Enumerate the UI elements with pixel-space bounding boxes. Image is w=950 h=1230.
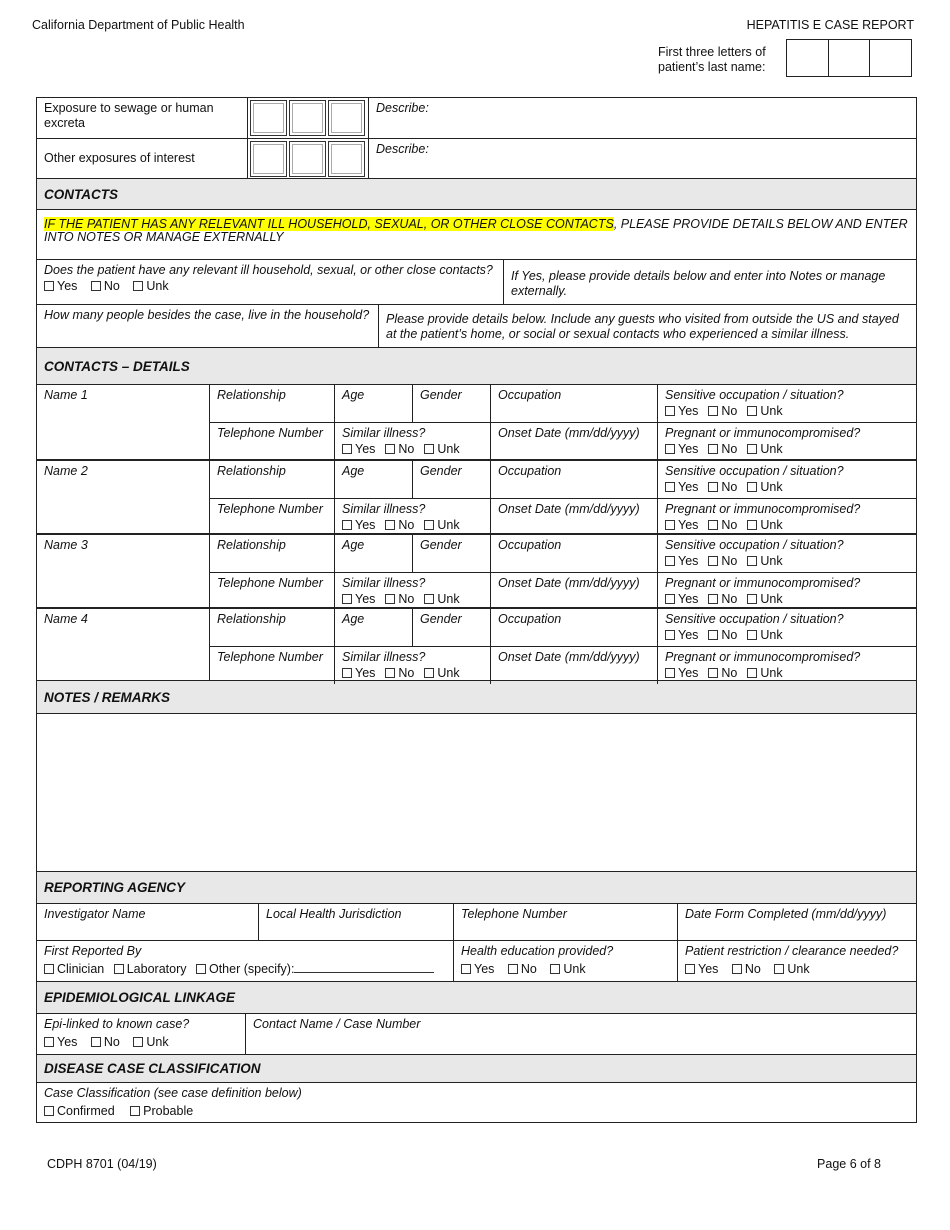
pregnant-field: Pregnant or immunocompromised? Yes No Unk — [665, 502, 861, 532]
option-yes[interactable]: Yes — [44, 1035, 77, 1049]
page-number: Page 6 of 8 — [817, 1157, 881, 1171]
sensitive-occupation-field: Sensitive occupation / situation? Yes No Unk — [665, 538, 844, 568]
option-yes[interactable]: Yes — [342, 666, 375, 680]
checkbox-icon — [385, 594, 395, 604]
checkbox-icon — [708, 668, 718, 678]
age-field[interactable]: Age — [335, 609, 413, 646]
exposure-box-1[interactable] — [250, 100, 287, 136]
sensitive-occupation-field: Sensitive occupation / situation? Yes No Unk — [665, 464, 844, 494]
if-yes-note: If Yes, please provide details below and enter into Notes or manage externally. — [511, 269, 886, 298]
option-no[interactable]: No — [708, 628, 737, 642]
checkbox-icon — [342, 444, 352, 454]
checkbox-icon — [708, 630, 718, 640]
classification-row — [37, 1083, 916, 1122]
first-reported-label: First Reported By — [44, 944, 142, 958]
checkbox-icon — [708, 406, 718, 416]
initial-box-1[interactable] — [787, 40, 829, 76]
option-confirmed[interactable]: Confirmed — [44, 1104, 115, 1118]
option-no[interactable]: No — [708, 518, 737, 532]
checkbox-icon — [665, 594, 675, 604]
option-unk[interactable]: Unk — [424, 442, 459, 456]
similar-illness-field: Similar illness? Yes No Unk — [335, 647, 491, 684]
gender-field[interactable]: Gender — [413, 609, 491, 646]
option-no[interactable]: No — [385, 442, 414, 456]
option-no[interactable]: No — [385, 592, 414, 606]
option-yes[interactable]: Yes — [342, 442, 375, 456]
occupation-field[interactable]: Occupation — [491, 461, 658, 498]
section-reporting-agency: REPORTING AGENCY — [37, 872, 916, 904]
occupation-field[interactable]: Occupation — [491, 609, 658, 646]
exposure-row-sewage — [37, 98, 916, 139]
option-unk[interactable]: Unk — [774, 962, 809, 976]
checkbox-icon — [44, 1106, 54, 1116]
reporting-row-1 — [37, 904, 916, 941]
checkbox-icon — [130, 1106, 140, 1116]
case-report-form — [36, 97, 917, 1123]
telephone-field[interactable]: Telephone Number — [210, 647, 335, 684]
onset-date-field[interactable]: Onset Date (mm/dd/yyyy) — [491, 573, 658, 610]
initials-label: First three letters of patient’s last name: — [658, 45, 766, 74]
telephone-field[interactable]: Telephone Number — [454, 904, 678, 940]
checkbox-icon — [685, 964, 695, 974]
question-household[interactable]: How many people besides the case, live in the household? — [37, 305, 379, 347]
checkbox-icon — [133, 1037, 143, 1047]
contact-block — [37, 609, 916, 681]
checkbox-icon — [424, 594, 434, 604]
option-no[interactable]: No — [385, 666, 414, 680]
option-no[interactable]: No — [708, 480, 737, 494]
sensitive-occupation-field: Sensitive occupation / situation? Yes No Unk — [665, 612, 844, 642]
checkbox-icon — [342, 594, 352, 604]
checkbox-icon — [747, 594, 757, 604]
pregnant-field: Pregnant or immunocompromised? Yes No Unk — [665, 650, 861, 680]
option-other[interactable]: Other (specify): — [196, 962, 294, 976]
health-education-label: Health education provided? — [461, 944, 614, 958]
contacts-question-row — [37, 260, 916, 305]
option-unk[interactable]: Unk — [133, 279, 168, 293]
telephone-field[interactable]: Telephone Number — [210, 423, 335, 460]
option-unk[interactable]: Unk — [747, 628, 782, 642]
option-unk[interactable]: Unk — [747, 404, 782, 418]
investigator-name-field[interactable]: Investigator Name — [37, 904, 259, 940]
occupation-field[interactable]: Occupation — [491, 535, 658, 572]
relationship-field[interactable]: Relationship — [210, 609, 335, 646]
section-contacts-details: CONTACTS – DETAILS — [37, 348, 916, 385]
exposure-checkboxes[interactable] — [248, 98, 369, 138]
exposure-checkboxes[interactable] — [248, 139, 369, 178]
telephone-field[interactable]: Telephone Number — [210, 573, 335, 610]
option-no[interactable]: No — [708, 666, 737, 680]
checkbox-icon — [461, 964, 471, 974]
exposure-describe-field[interactable]: Describe: — [376, 142, 429, 156]
age-field[interactable]: Age — [335, 385, 413, 422]
checkbox-icon — [774, 964, 784, 974]
epi-row — [37, 1014, 916, 1055]
option-no[interactable]: No — [385, 518, 414, 532]
option-unk[interactable]: Unk — [133, 1035, 168, 1049]
contacts-instruction — [37, 210, 916, 260]
option-yes[interactable]: Yes — [342, 592, 375, 606]
initial-box-2[interactable] — [829, 40, 871, 76]
checkbox-icon — [732, 964, 742, 974]
exposure-box-1[interactable] — [250, 141, 287, 177]
epi-linked-label: Epi-linked to known case? — [44, 1017, 190, 1031]
checkbox-icon — [747, 444, 757, 454]
option-yes[interactable]: Yes — [461, 962, 494, 976]
checkbox-icon — [424, 520, 434, 530]
restriction-label: Patient restriction / clearance needed? — [685, 944, 899, 958]
onset-date-field[interactable]: Onset Date (mm/dd/yyyy) — [491, 499, 658, 536]
similar-illness-field: Similar illness? Yes No Unk — [335, 573, 491, 610]
option-no[interactable]: No — [91, 279, 120, 293]
option-yes[interactable]: Yes — [665, 480, 698, 494]
contact-block — [37, 535, 916, 609]
checkbox-icon — [385, 520, 395, 530]
option-yes[interactable]: Yes — [665, 554, 698, 568]
checkbox-icon — [196, 964, 206, 974]
checkbox-icon — [133, 281, 143, 291]
checkbox-icon — [665, 668, 675, 678]
section-case-classification: DISEASE CASE CLASSIFICATION — [37, 1055, 916, 1083]
agency-name: California Department of Public Health — [32, 18, 245, 32]
jurisdiction-field[interactable]: Local Health Jurisdiction — [259, 904, 454, 940]
checkbox-icon — [385, 444, 395, 454]
contact-name-field[interactable]: Contact Name / Case Number — [253, 1017, 421, 1031]
other-specify-line[interactable] — [294, 962, 434, 973]
report-title: HEPATITIS E CASE REPORT — [746, 18, 914, 32]
option-no[interactable]: No — [508, 962, 537, 976]
checkbox-icon — [91, 281, 101, 291]
option-unk[interactable]: Unk — [747, 592, 782, 606]
checkbox-icon — [508, 964, 518, 974]
option-no[interactable]: No — [732, 962, 761, 976]
checkbox-icon — [747, 482, 757, 492]
contact-name-field[interactable]: Name 2 — [37, 461, 210, 533]
onset-date-field[interactable]: Onset Date (mm/dd/yyyy) — [491, 647, 658, 684]
initial-box-3[interactable] — [870, 40, 911, 76]
option-yes[interactable]: Yes — [665, 592, 698, 606]
checkbox-icon — [708, 444, 718, 454]
option-yes[interactable]: Yes — [665, 666, 698, 680]
exposure-box-2[interactable] — [289, 141, 326, 177]
age-field[interactable]: Age — [335, 461, 413, 498]
checkbox-icon — [114, 964, 124, 974]
checkbox-icon — [424, 444, 434, 454]
details-note: Please provide details below. Include any guests who visited from outside the US and stayed at the patient’s home, or social or sexual contacts who experienced a similar illness. — [386, 312, 899, 341]
contact-block — [37, 385, 916, 461]
section-notes: NOTES / REMARKS — [37, 681, 916, 714]
exposure-describe-field[interactable]: Describe: — [376, 101, 429, 115]
option-unk[interactable]: Unk — [747, 666, 782, 680]
pregnant-field: Pregnant or immunocompromised? Yes No Unk — [665, 426, 861, 456]
checkbox-icon — [747, 520, 757, 530]
checkbox-icon — [665, 406, 675, 416]
exposure-box-3[interactable] — [328, 141, 365, 177]
option-unk[interactable]: Unk — [424, 666, 459, 680]
contact-block — [37, 461, 916, 535]
instruction-rest: , PLEASE PROVIDE DETAILS BELOW AND ENTER INTO NOTES OR MANAGE EXTERNALLY — [44, 217, 908, 244]
contact-name-field[interactable]: Name 3 — [37, 535, 210, 607]
option-unk[interactable]: Unk — [424, 592, 459, 606]
option-yes[interactable]: Yes — [342, 518, 375, 532]
classification-label: Case Classification (see case definition below) — [44, 1086, 302, 1100]
telephone-field[interactable]: Telephone Number — [210, 499, 335, 536]
checkbox-icon — [747, 556, 757, 566]
contact-name-field[interactable]: Name 1 — [37, 385, 210, 459]
checkbox-icon — [342, 520, 352, 530]
option-yes[interactable]: Yes — [685, 962, 718, 976]
checkbox-icon — [708, 520, 718, 530]
checkbox-icon — [91, 1037, 101, 1047]
checkbox-icon — [665, 630, 675, 640]
option-yes[interactable]: Yes — [665, 404, 698, 418]
checkbox-icon — [665, 520, 675, 530]
checkbox-icon — [708, 594, 718, 604]
exposure-box-2[interactable] — [289, 100, 326, 136]
option-no[interactable]: No — [708, 404, 737, 418]
instruction-highlight: IF THE PATIENT HAS ANY RELEVANT ILL HOUSEHOLD, SEXUAL, OR OTHER CLOSE CONTACTS — [44, 217, 614, 231]
checkbox-icon — [665, 444, 675, 454]
form-id: CDPH 8701 (04/19) — [47, 1157, 157, 1171]
checkbox-icon — [747, 668, 757, 678]
gender-field[interactable]: Gender — [413, 535, 491, 572]
question-ill-contacts: Does the patient have any relevant ill household, sexual, or other close contacts? — [44, 263, 493, 277]
checkbox-icon — [747, 406, 757, 416]
option-no[interactable]: No — [708, 442, 737, 456]
option-unk[interactable]: Unk — [550, 962, 585, 976]
option-no[interactable]: No — [91, 1035, 120, 1049]
option-yes[interactable]: Yes — [665, 442, 698, 456]
gender-field[interactable]: Gender — [413, 461, 491, 498]
contact-name-field[interactable]: Name 4 — [37, 609, 210, 680]
exposure-box-3[interactable] — [328, 100, 365, 136]
option-clinician[interactable]: Clinician — [44, 962, 104, 976]
option-unk[interactable]: Unk — [424, 518, 459, 532]
option-yes[interactable]: Yes — [665, 628, 698, 642]
age-field[interactable]: Age — [335, 535, 413, 572]
checkbox-icon — [550, 964, 560, 974]
checkbox-icon — [665, 482, 675, 492]
option-unk[interactable]: Unk — [747, 518, 782, 532]
pregnant-field: Pregnant or immunocompromised? Yes No Unk — [665, 576, 861, 606]
option-no[interactable]: No — [708, 554, 737, 568]
gender-field[interactable]: Gender — [413, 385, 491, 422]
relationship-field[interactable]: Relationship — [210, 461, 335, 498]
checkbox-icon — [342, 668, 352, 678]
section-contacts: CONTACTS — [37, 179, 916, 210]
option-unk[interactable]: Unk — [747, 442, 782, 456]
date-completed-field[interactable]: Date Form Completed (mm/dd/yyyy) — [685, 907, 887, 921]
checkbox-icon — [44, 1037, 54, 1047]
occupation-field[interactable]: Occupation — [491, 385, 658, 422]
option-unk[interactable]: Unk — [747, 554, 782, 568]
relationship-field[interactable]: Relationship — [210, 535, 335, 572]
checkbox-icon — [708, 556, 718, 566]
relationship-field[interactable]: Relationship — [210, 385, 335, 422]
option-yes[interactable]: Yes — [44, 279, 77, 293]
initials-boxes[interactable] — [786, 39, 912, 77]
checkbox-icon — [424, 668, 434, 678]
exposure-label: Exposure to sewage or human excreta — [37, 98, 248, 138]
option-probable[interactable]: Probable — [130, 1104, 193, 1118]
checkbox-icon — [44, 281, 54, 291]
exposure-row-other — [37, 139, 916, 179]
onset-date-field[interactable]: Onset Date (mm/dd/yyyy) — [491, 423, 658, 460]
option-unk[interactable]: Unk — [747, 480, 782, 494]
checkbox-icon — [708, 482, 718, 492]
checkbox-icon — [44, 964, 54, 974]
household-row — [37, 305, 916, 348]
exposure-label: Other exposures of interest — [37, 139, 248, 178]
notes-field[interactable] — [37, 714, 916, 872]
similar-illness-field: Similar illness? Yes No Unk — [335, 423, 491, 460]
checkbox-icon — [385, 668, 395, 678]
checkbox-icon — [665, 556, 675, 566]
option-no[interactable]: No — [708, 592, 737, 606]
option-laboratory[interactable]: Laboratory — [114, 962, 187, 976]
reporting-row-2 — [37, 941, 916, 982]
section-epi-linkage: EPIDEMIOLOGICAL LINKAGE — [37, 982, 916, 1014]
similar-illness-field: Similar illness? Yes No Unk — [335, 499, 491, 536]
sensitive-occupation-field: Sensitive occupation / situation? Yes No Unk — [665, 388, 844, 418]
checkbox-icon — [747, 630, 757, 640]
option-yes[interactable]: Yes — [665, 518, 698, 532]
